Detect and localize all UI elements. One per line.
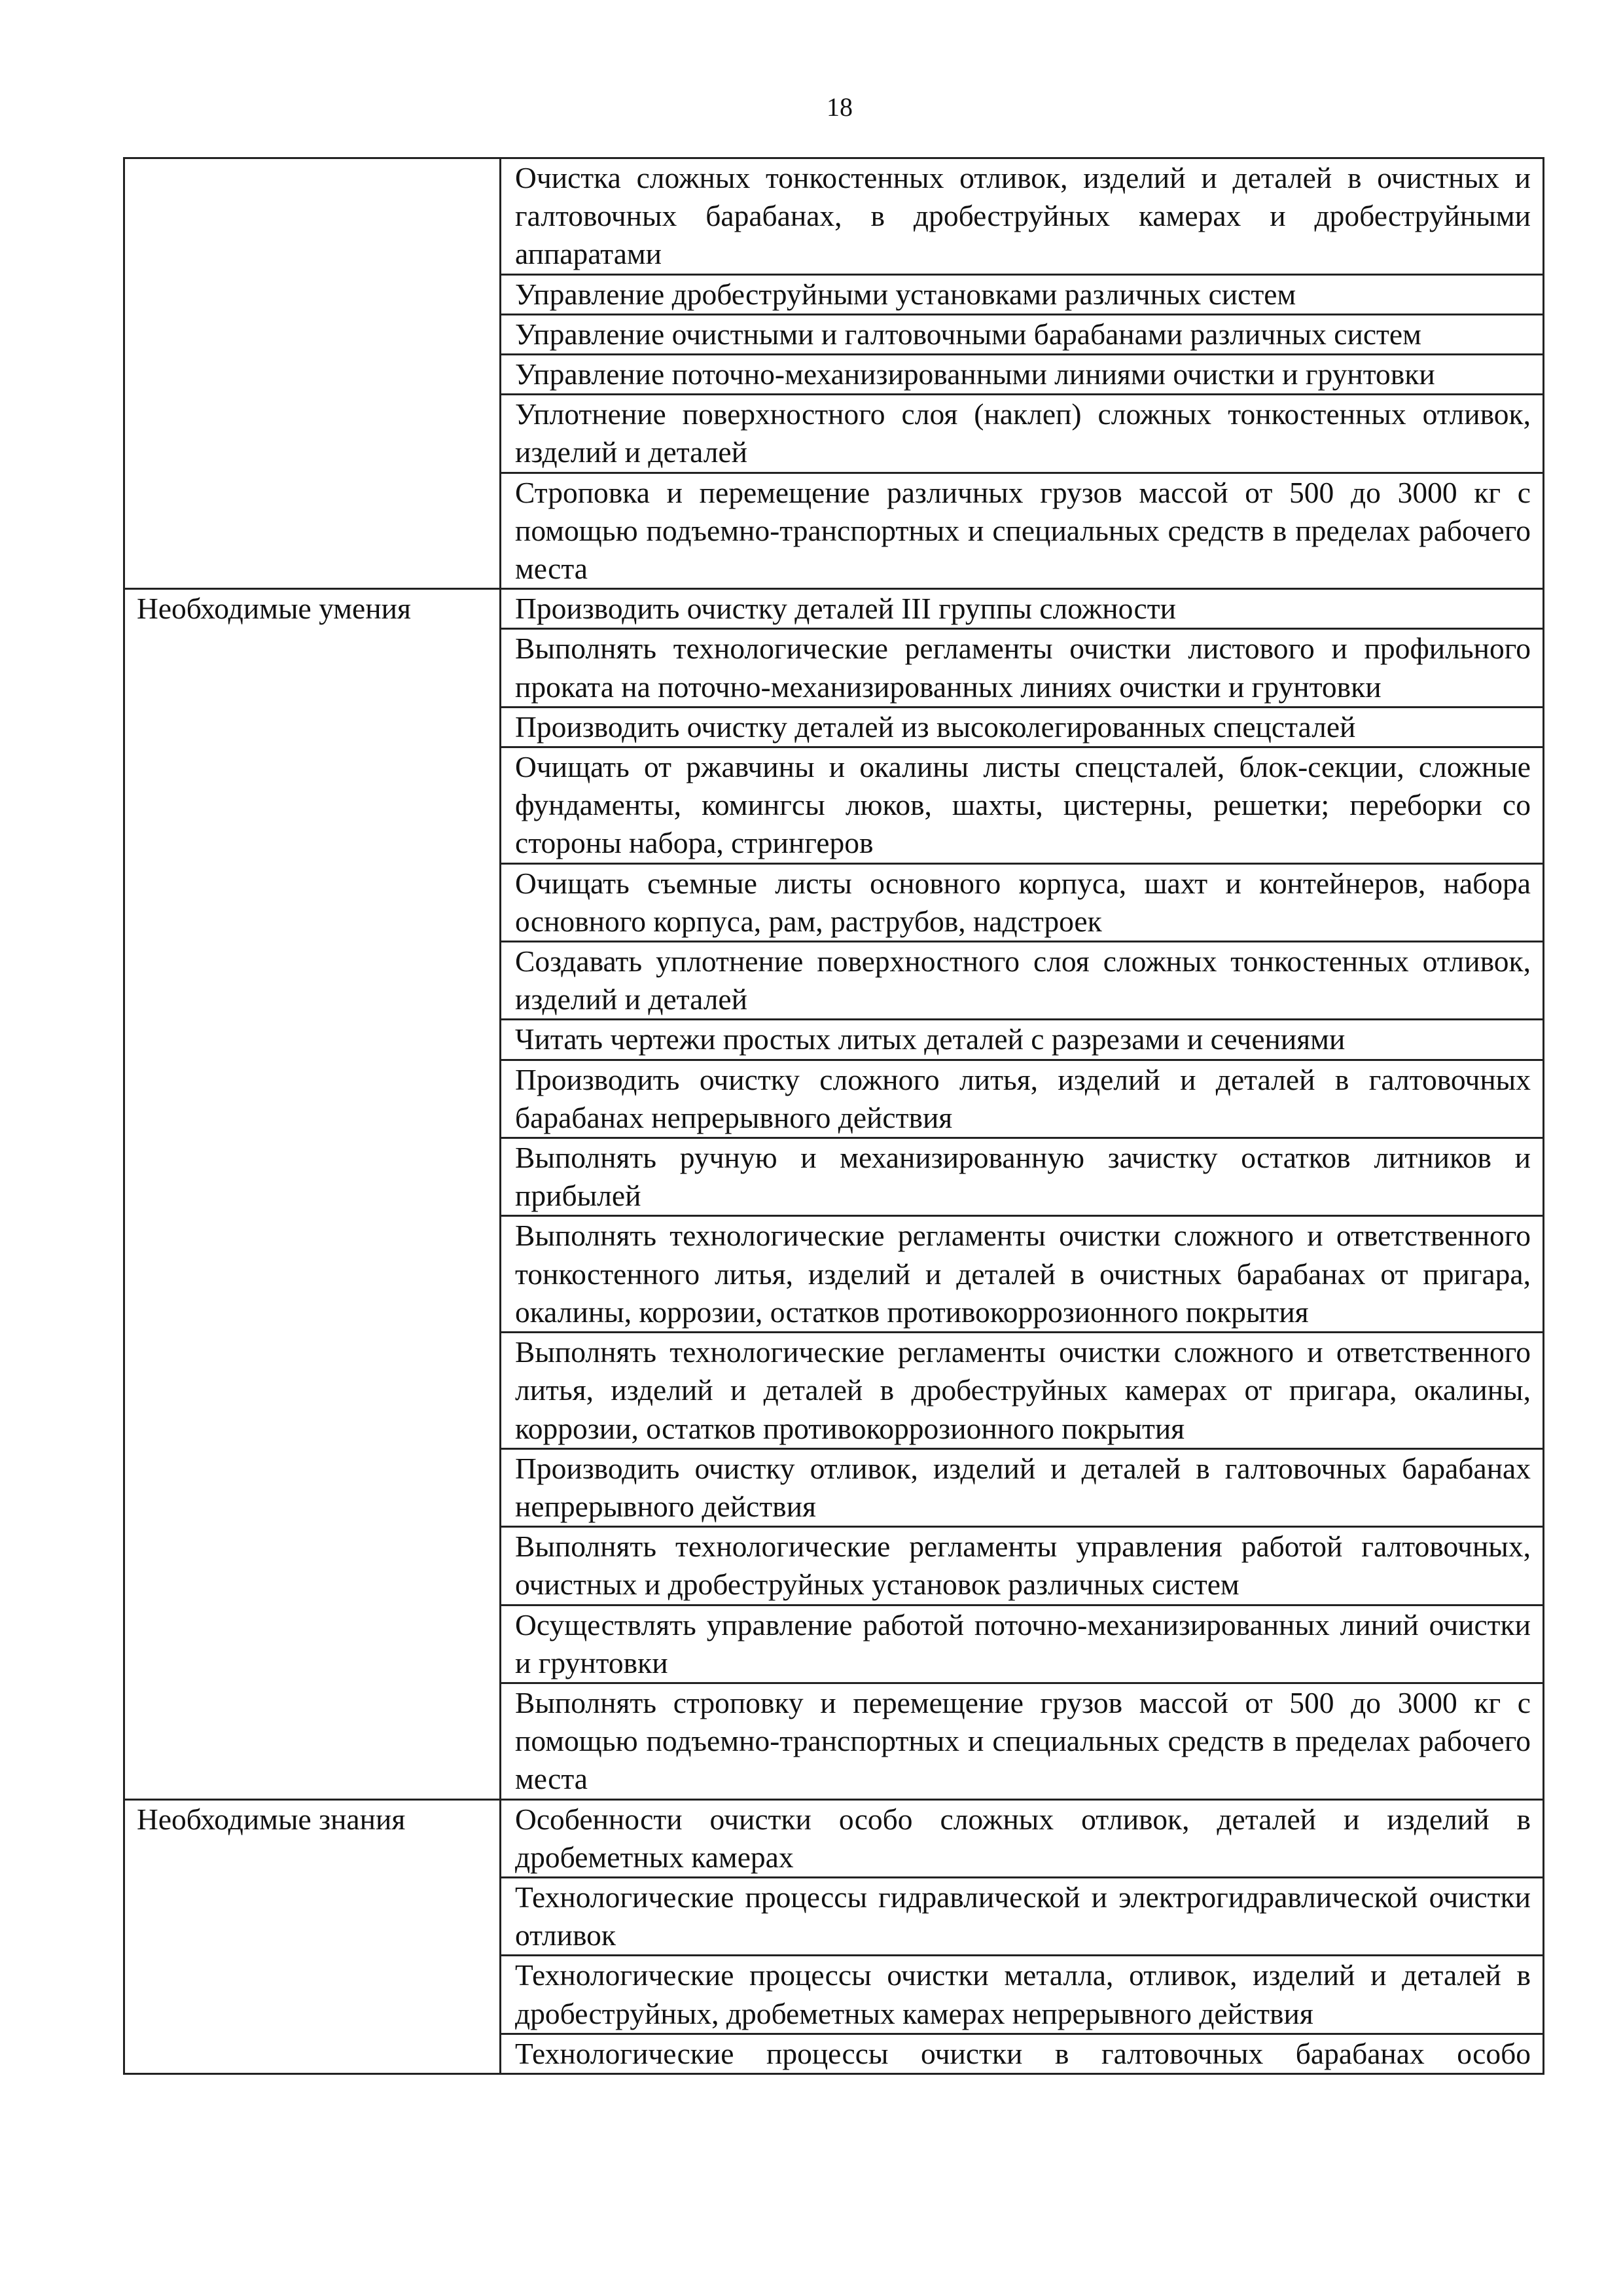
table-cell: Создавать уплотнение поверхностного слоя сложных тонкостенных отливок, изделий и деталей — [501, 942, 1544, 1020]
table-cell: Управление поточно-механизированными линиями очистки и грунтовки — [501, 355, 1544, 395]
section-label-skills: Необходимые умения — [124, 589, 501, 1799]
table-cell: Управление очистными и галтовочными барабанами различных систем — [501, 314, 1544, 354]
table-cell: Очищать съемные листы основного корпуса, шахт и контейнеров, набора основного корпуса, рам, раструбов, надстроек — [501, 863, 1544, 941]
table-cell: Выполнять строповку и перемещение грузов массой от 500 до 3000 кг с помощью подъемно-транспортных и специальных средств в пределах рабочего места — [501, 1683, 1544, 1799]
table-cell: Читать чертежи простых литых деталей с разрезами и сечениями — [501, 1020, 1544, 1060]
table-cell: Производить очистку деталей III группы сложности — [501, 589, 1544, 629]
table-cell: Осуществлять управление работой поточно-механизированных линий очистки и грунтовки — [501, 1605, 1544, 1683]
table-cell: Технологические процессы очистки металла, отливок, изделий и деталей в дробеструйных, дробеметных камерах непрерывного действия — [501, 1956, 1544, 2034]
requirements-table — [123, 157, 1544, 2075]
section-label — [124, 158, 501, 589]
table-cell: Выполнять технологические регламенты очистки сложного и ответственного литья, изделий и деталей в дробеструйных камерах от пригара, окалины, коррозии, остатков противокоррозионного покрытия — [501, 1333, 1544, 1449]
table-cell: Управление дробеструйными установками различных систем — [501, 274, 1544, 314]
table-cell: Производить очистку деталей из высоколегированных спецсталей — [501, 707, 1544, 747]
table-row — [124, 1799, 1544, 1877]
table-cell: Выполнять ручную и механизированную зачистку остатков литников и прибылей — [501, 1138, 1544, 1216]
table-cell: Выполнять технологические регламенты очистки листового и профильного проката на поточно-механизированных линиях очистки и грунтовки — [501, 629, 1544, 707]
table-cell: Технологические процессы гидравлической и электрогидравлической очистки отливок — [501, 1877, 1544, 1955]
section-label-knowledge: Необходимые знания — [124, 1799, 501, 2073]
table-row — [124, 589, 1544, 629]
table-cell: Очищать от ржавчины и окалины листы спецсталей, блок-секции, сложные фундаменты, комингсы люков, шахты, цистерны, решетки; переборки со стороны набора, стрингеров — [501, 747, 1544, 864]
page-number: 18 — [827, 92, 853, 122]
table-cell: Уплотнение поверхностного слоя (наклеп) сложных тонкостенных отливок, изделий и деталей — [501, 395, 1544, 473]
table-cell: Очистка сложных тонкостенных отливок, изделий и деталей в очистных и галтовочных барабанах, в дробеструйных камерах и дробеструйными аппаратами — [501, 158, 1544, 275]
table-cell: Производить очистку отливок, изделий и деталей в галтовочных барабанах непрерывного действия — [501, 1448, 1544, 1526]
table-cell: Производить очистку сложного литья, изделий и деталей в галтовочных барабанах непрерывного действия — [501, 1060, 1544, 1138]
table-cell: Строповка и перемещение различных грузов массой от 500 до 3000 кг с помощью подъемно-транспортных и специальных средств в пределах рабочего места — [501, 473, 1544, 589]
table-cell: Технологические процессы очистки в галтовочных барабанах особо — [501, 2034, 1544, 2073]
table-cell: Выполнять технологические регламенты управления работой галтовочных, очистных и дробеструйных установок различных систем — [501, 1527, 1544, 1605]
table-cell: Выполнять технологические регламенты очистки сложного и ответственного тонкостенного литья, изделий и деталей в очистных барабанах от пригара, окалины, коррозии, остатков противокоррозионного покрытия — [501, 1216, 1544, 1333]
table-cell: Особенности очистки особо сложных отливок, деталей и изделий в дробеметных камерах — [501, 1799, 1544, 1877]
table-row — [124, 158, 1544, 275]
